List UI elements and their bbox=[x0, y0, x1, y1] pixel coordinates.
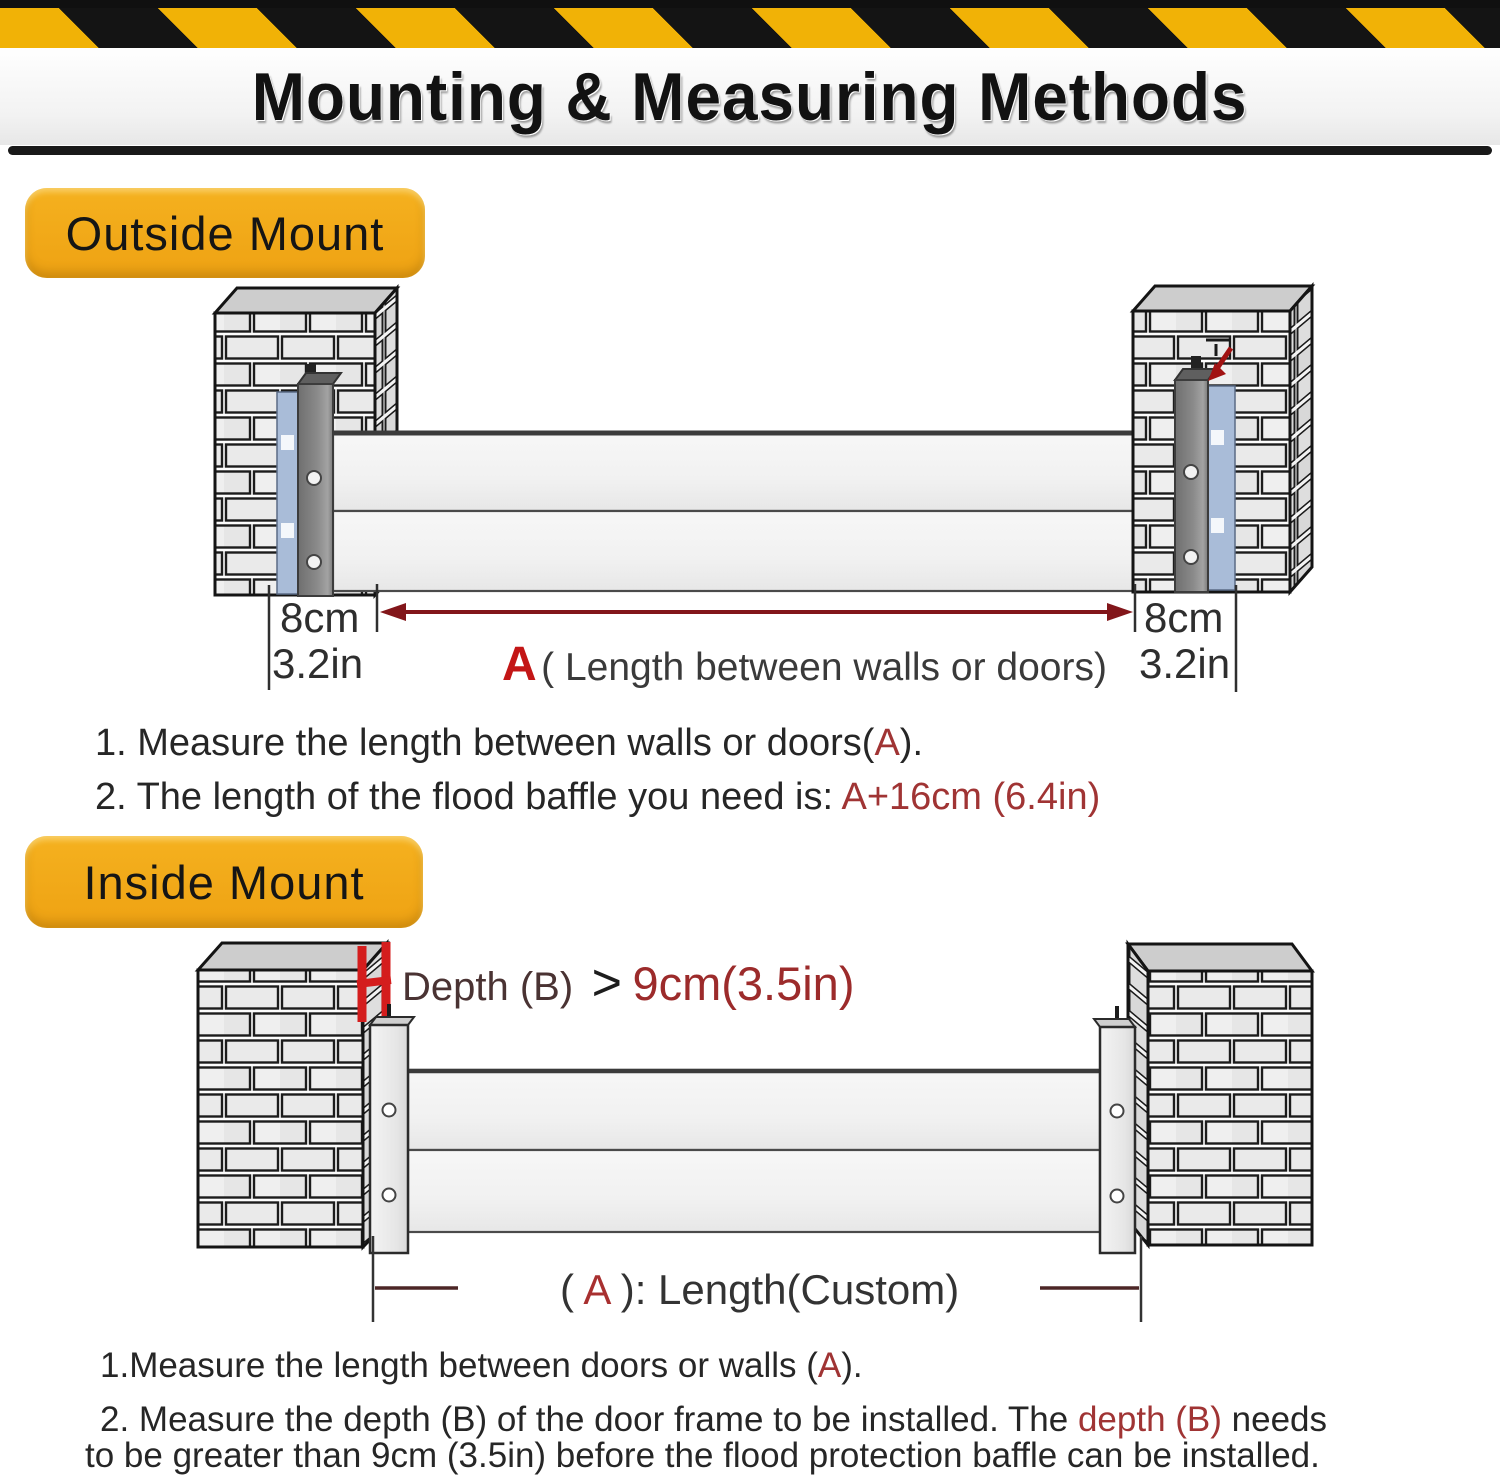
depth-label: Depth (B) > 9cm(3.5in) bbox=[402, 954, 855, 1012]
custom-length-label: ( A ): Length(Custom) bbox=[560, 1266, 960, 1313]
inside-right-bracket bbox=[1094, 1019, 1135, 1253]
title-band bbox=[0, 48, 1500, 145]
length-dimension-label: A ( Length between walls or doors) bbox=[502, 638, 1107, 691]
outside-mount-diagram bbox=[0, 280, 1500, 700]
top-black-bar bbox=[0, 0, 1500, 8]
right-sealing-gasket bbox=[1207, 386, 1235, 590]
title-underline bbox=[8, 146, 1492, 155]
left-offset-in: 3.2in bbox=[272, 640, 364, 687]
outside-step-2: 2. The length of the flood baffle you need is: A+16cm (6.4in) bbox=[95, 776, 1101, 818]
right-offset-in: 3.2in bbox=[1139, 640, 1231, 687]
inside-right-pillar bbox=[1128, 944, 1312, 1245]
inside-left-bracket bbox=[370, 1017, 414, 1253]
inside-mount-diagram bbox=[0, 930, 1500, 1330]
inside-step-2: 2. Measure the depth (B) of the door frame to be installed. The depth (B) needs bbox=[100, 1400, 1328, 1439]
inside-step-2-cont: to be greater than 9cm (3.5in) before the flood protection baffle can be installed. bbox=[85, 1436, 1320, 1475]
outside-mount-badge-label: Outside Mount bbox=[65, 206, 385, 260]
outside-mount-badge bbox=[25, 188, 425, 278]
hazard-stripe-band bbox=[0, 8, 1500, 48]
inside-mount-badge-label: Inside Mount bbox=[83, 855, 365, 909]
length-dimension-arrow bbox=[380, 603, 1133, 621]
page-title: Mounting & Measuring Methods bbox=[252, 58, 1248, 135]
flood-barrier-boards bbox=[333, 432, 1177, 591]
right-offset-cm: 8cm bbox=[1144, 594, 1224, 641]
inside-step-1: 1.Measure the length between doors or walls (A). bbox=[100, 1346, 863, 1385]
left-offset-cm: 8cm bbox=[280, 594, 360, 641]
inside-mount-badge bbox=[25, 836, 423, 928]
outside-step-1: 1. Measure the length between walls or doors(A). bbox=[95, 722, 924, 764]
flood-barrier-boards-inside bbox=[408, 1070, 1100, 1232]
left-sealing-gasket bbox=[277, 392, 298, 594]
